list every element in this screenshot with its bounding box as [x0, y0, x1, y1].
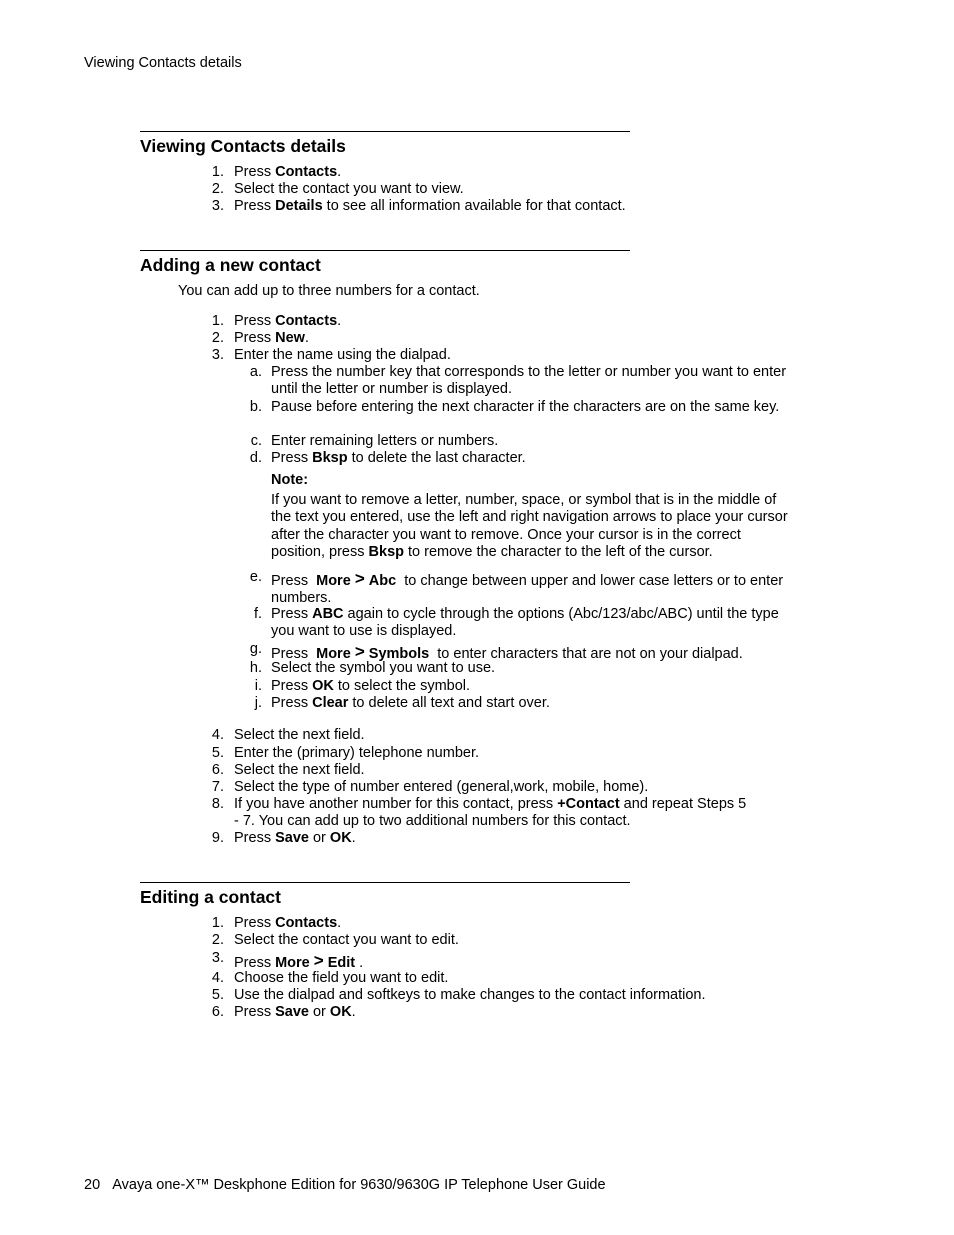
- step-text: Press Details to see all information available for that contact.: [234, 198, 626, 214]
- step-text: Press Contacts.: [234, 164, 342, 180]
- substep-label: d.: [249, 450, 262, 466]
- step-number: 3.: [211, 950, 224, 966]
- substep-text: Press the number key that corresponds to the letter or number you want to enter until the letter or number is displayed.: [271, 364, 787, 398]
- step-text: Press Contacts.: [234, 313, 342, 329]
- step-text: Select the contact you want to view.: [234, 181, 464, 197]
- section-rule: [140, 131, 630, 132]
- step-text: Press Contacts.: [234, 915, 342, 931]
- step-text: Select the type of number entered (general,work, mobile, home).: [234, 779, 649, 795]
- step-number: 2.: [211, 181, 224, 197]
- step-number: 4.: [211, 970, 224, 986]
- step-number: 1.: [211, 164, 224, 180]
- substep-text: Press More > Symbols to enter characters that are not on your dialpad.: [271, 642, 743, 662]
- substep-text: Enter remaining letters or numbers.: [271, 433, 499, 449]
- substep-text: Press OK to select the symbol.: [271, 678, 471, 694]
- page-footer: [84, 1177, 606, 1193]
- substep-label: h.: [249, 660, 262, 676]
- intro-paragraph: You can add up to three numbers for a contact.: [178, 283, 480, 299]
- step-text-continued: - 7. You can add up to two additional numbers for this contact.: [234, 813, 631, 829]
- substep-text: Pause before entering the next character if the characters are on the same key.: [271, 399, 780, 415]
- step-text: Press More > Edit .: [234, 951, 364, 971]
- section-rule: [140, 882, 630, 883]
- step-text: Select the contact you want to edit.: [234, 932, 459, 948]
- note-text: If you want to remove a letter, number, space, or symbol that is in the middle of the text you entered, use the left and right navigation arrows to place your cursor after the character you want to remove. Once your cursor is in the correct position, press Bksp to remove the character to the left of the cursor.: [271, 492, 788, 561]
- substep-label: a.: [249, 364, 262, 380]
- substep-text: Select the symbol you want to use.: [271, 660, 496, 676]
- step-text: Press Save or OK.: [234, 1004, 356, 1020]
- step-text: Enter the name using the dialpad.: [234, 347, 451, 363]
- section-title-editing: Editing a contact: [140, 887, 281, 907]
- step-number: 5.: [211, 987, 224, 1003]
- step-number: 7.: [211, 779, 224, 795]
- substep-label: c.: [250, 433, 262, 449]
- substep-text: Press Bksp to delete the last character.: [271, 450, 526, 466]
- book-title: Avaya one-X™ Deskphone Edition for 9630/9630G IP Telephone User Guide: [112, 1177, 606, 1193]
- step-number: 4.: [211, 727, 224, 743]
- section-title-adding: Adding a new contact: [140, 255, 321, 275]
- step-number: 1.: [211, 915, 224, 931]
- step-number: 3.: [211, 198, 224, 214]
- section-title-viewing: Viewing Contacts details: [140, 136, 346, 156]
- substep-text: Press ABC again to cycle through the options (Abc/123/abc/ABC) until the type you want to use is displayed.: [271, 606, 779, 640]
- step-text: Press Save or OK.: [234, 830, 356, 846]
- substep-label: e.: [249, 569, 262, 585]
- step-number: 6.: [211, 762, 224, 778]
- step-number: 5.: [211, 745, 224, 761]
- substep-label: i.: [254, 678, 262, 694]
- section-rule: [140, 250, 630, 251]
- step-number: 2.: [211, 330, 224, 346]
- substep-label: f.: [253, 606, 262, 622]
- note-label: Note:: [271, 472, 309, 488]
- step-number: 8.: [211, 796, 224, 812]
- step-text: Use the dialpad and softkeys to make changes to the contact information.: [234, 987, 706, 1003]
- substep-label: b.: [249, 399, 262, 415]
- step-text: If you have another number for this contact, press +Contact and repeat Steps 5: [234, 796, 747, 812]
- step-text: Enter the (primary) telephone number.: [234, 745, 480, 761]
- step-number: 2.: [211, 932, 224, 948]
- step-number: 1.: [211, 313, 224, 329]
- step-text: Press New.: [234, 330, 309, 346]
- substep-text: Press More > Abc to change between upper and lower case letters or to enter numbers.: [271, 569, 784, 607]
- running-header: Viewing Contacts details: [84, 55, 242, 71]
- substep-label: j.: [254, 695, 262, 711]
- step-text: Select the next field.: [234, 762, 365, 778]
- step-text: Choose the field you want to edit.: [234, 970, 449, 986]
- step-text: Select the next field.: [234, 727, 365, 743]
- substep-text: Press Clear to delete all text and start over.: [271, 695, 550, 711]
- step-number: 6.: [211, 1004, 224, 1020]
- substep-label: g.: [249, 641, 262, 657]
- step-number: 9.: [211, 830, 224, 846]
- step-number: 3.: [211, 347, 224, 363]
- page-number: 20: [84, 1177, 101, 1193]
